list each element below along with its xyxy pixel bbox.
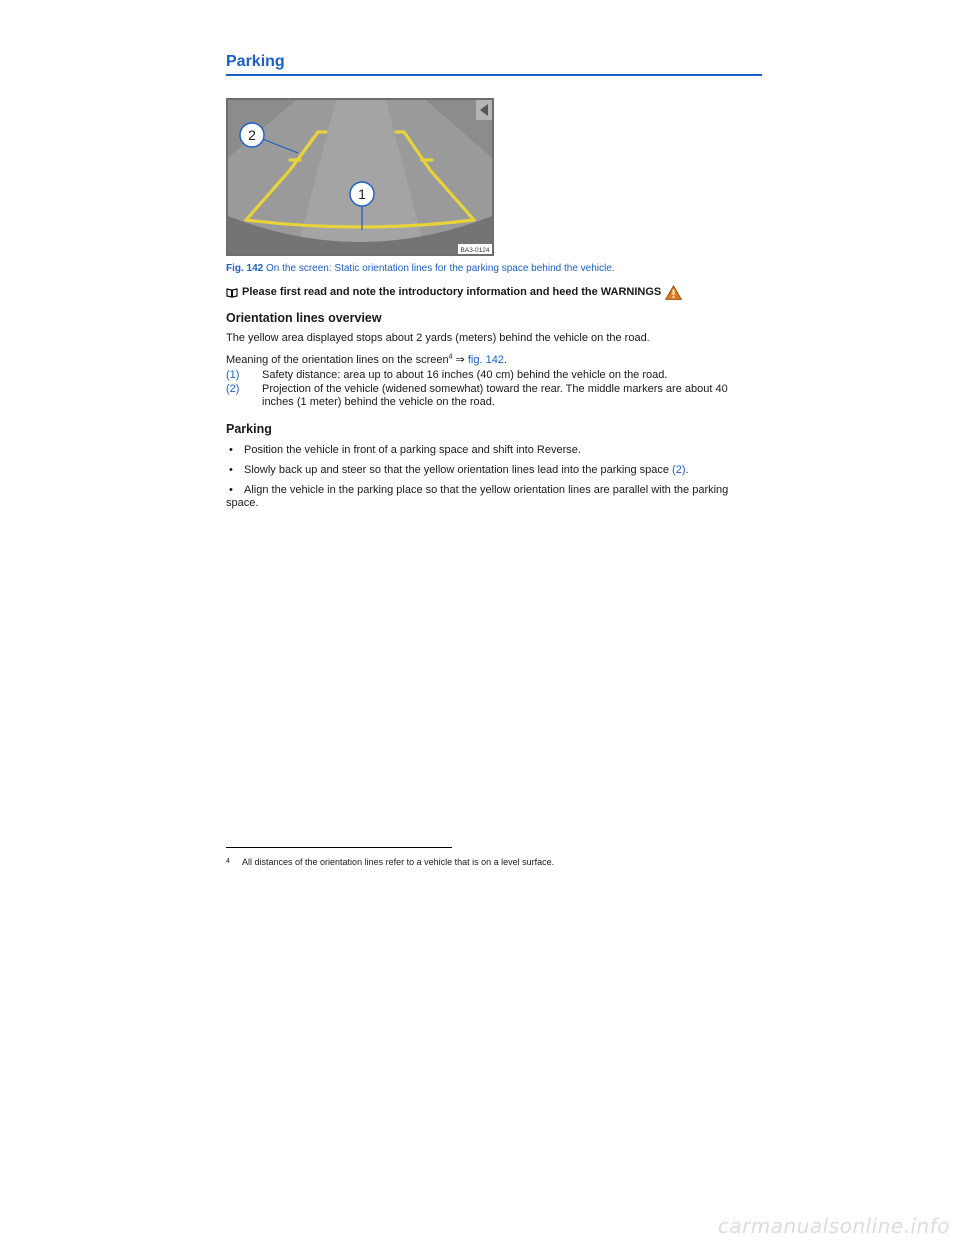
bullet-icon: •	[229, 444, 233, 456]
footnote-reference: 4	[448, 353, 453, 361]
overview-heading: Orientation lines overview	[226, 311, 382, 325]
figure-caption-text: On the screen: Static orientation lines for the parking space behind the vehicle.	[266, 263, 615, 274]
definition-key: (2)	[226, 383, 240, 395]
section-title: Parking	[226, 52, 762, 76]
definition-text: Safety distance: area up to about 16 inches (40 cm) behind the vehicle on the road.	[262, 369, 668, 381]
intro-note-text: Please first read and note the introductory information and heed the WARNINGS	[242, 286, 662, 298]
orientation-lines-definitions	[226, 369, 762, 409]
footnote-divider	[226, 847, 452, 848]
image-code: BA3-0124	[460, 247, 490, 254]
parking-heading: Parking	[226, 422, 272, 436]
list-item-text-main: Slowly back up and steer so that the yellow orientation lines lead into the parking space	[244, 464, 673, 476]
callout-2-label: 2	[248, 127, 256, 143]
parking-steps	[226, 444, 762, 510]
definition-key: (1)	[226, 369, 240, 381]
rearview-camera-figure	[226, 98, 494, 256]
definition-item	[226, 383, 762, 409]
list-item-text-end: .	[685, 464, 689, 476]
watermark: carmanualsonline.info	[717, 1214, 950, 1238]
manual-page	[226, 52, 762, 510]
bullet-icon: •	[229, 484, 233, 496]
intro-note	[226, 285, 762, 300]
overview-paragraph-2	[226, 353, 762, 367]
list-item	[226, 484, 762, 510]
warning-triangle-icon	[665, 285, 682, 300]
figure-caption	[226, 262, 762, 275]
overview-paragraph-1: The yellow area displayed stops about 2 yards (meters) behind the vehicle on the road.	[226, 332, 650, 344]
parking-space-link[interactable]: (2)	[672, 464, 686, 476]
bullet-icon: •	[229, 464, 233, 476]
overview-paragraph-2-text: Meaning of the orientation lines on the screen	[226, 354, 449, 366]
list-item-text: Position the vehicle in front of a parking space and shift into Reverse.	[244, 444, 581, 456]
book-icon	[226, 288, 238, 298]
list-item-text	[244, 464, 762, 477]
camera-screen-illustration	[226, 98, 494, 256]
definition-item	[226, 369, 762, 382]
reference-arrow: ⇒	[452, 354, 468, 366]
footnote-text: All distances of the orientation lines refer to a vehicle that is on a level surface.	[242, 857, 555, 867]
footnote-number: 4	[226, 858, 230, 865]
list-item-text: Align the vehicle in the parking place so that the yellow orientation lines are parallel with the parking space.	[226, 484, 729, 509]
callout-1-label: 1	[358, 186, 366, 202]
list-item	[226, 444, 762, 457]
definition-text: Projection of the vehicle (widened somewhat) toward the rear. The middle markers are about 40 inches (1 meter) behind the vehicle on the road.	[262, 383, 728, 408]
figure-link[interactable]: fig. 142	[467, 354, 504, 366]
overview-paragraph-2-end: .	[503, 354, 507, 366]
list-item	[226, 464, 762, 477]
footnote	[226, 856, 762, 868]
figure-number: Fig. 142	[226, 263, 264, 274]
